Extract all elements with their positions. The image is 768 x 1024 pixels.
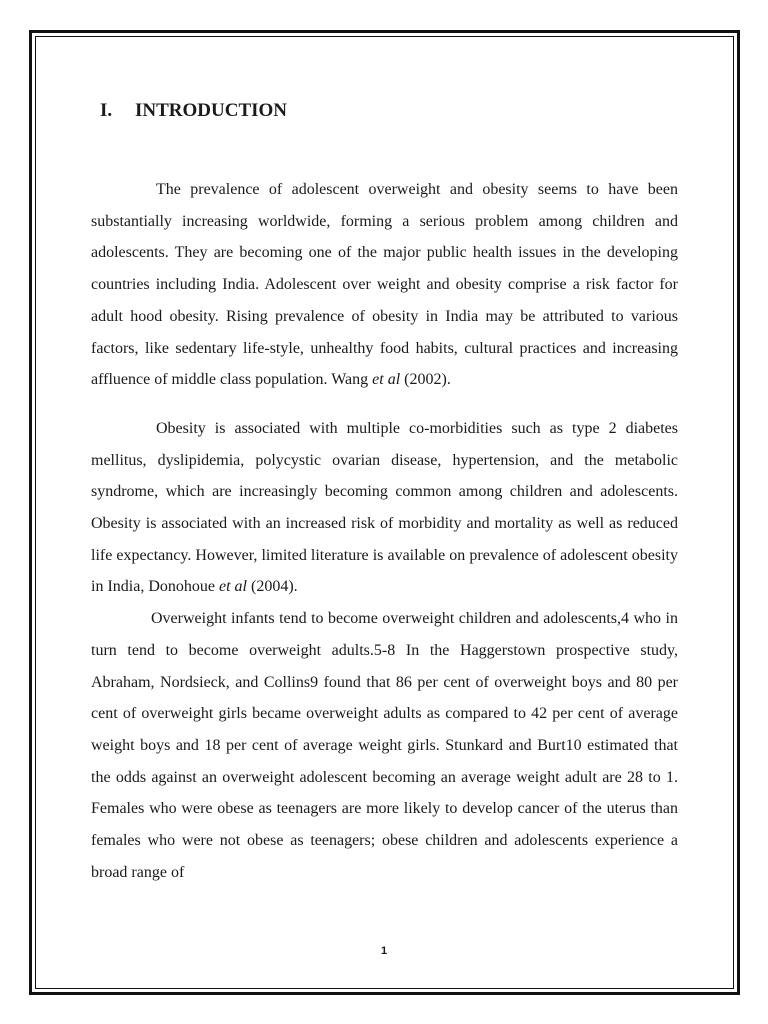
paragraph-text: (2002). <box>400 371 451 389</box>
paragraph-italic: et al <box>218 578 247 596</box>
paragraph-text: Overweight infants tend to become overweight children and adolescents,4 who in turn tend to become overweight adults.5-8 In the Haggerstown prospective study, Abraham, Nordsieck, and Collins9 found that 86 per cent of overweight boys and 80 per cent of overweight girls became overweight adults as compared to 42 per cent of average weight boys and 18 per cent of average weight girls. Stunkard and Burt10 estimated that the odds against an overweight adolescent becoming an average weight adult are 28 to 1. Females who were obese as teenagers are more likely to develop cancer of the uterus than females who were not obese as teenagers; obese children and adolescents experience a broad range of <box>91 610 678 881</box>
page-number: 1 <box>380 945 388 957</box>
paragraph-text: (2004). <box>246 578 298 596</box>
paragraph <box>91 603 678 888</box>
section-heading <box>100 100 287 122</box>
paragraph <box>91 413 678 603</box>
body-text <box>91 174 678 888</box>
section-number: I. <box>100 100 113 121</box>
paragraph-text: The prevalence of adolescent overweight and obesity seems to have been substantially increasing worldwide, forming a serious problem among children and adolescents. They are becoming one of the major public health issues in the developing countries including India. Adolescent over weight and obesity comprise a risk factor for adult hood obesity. Rising prevalence of obesity in India may be attributed to various factors, like sedentary life-style, unhealthy food habits, cultural practices and increasing affluence of middle class population. Wang <box>91 181 678 389</box>
section-title: INTRODUCTION <box>135 100 288 121</box>
paragraph-italic: et al <box>372 371 401 389</box>
paragraph-text: Obesity is associated with multiple co-morbidities such as type 2 diabetes mellitus, dyslipidemia, polycystic ovarian disease, hypertension, and the metabolic syndrome, which are increasingly becoming common among children and adolescents. Obesity is associated with an increased risk of morbidity and mortality as well as reduced life expectancy. However, limited literature is available on prevalence of adolescent obesity in India, Donohoue <box>91 419 678 596</box>
paragraph <box>91 174 678 396</box>
